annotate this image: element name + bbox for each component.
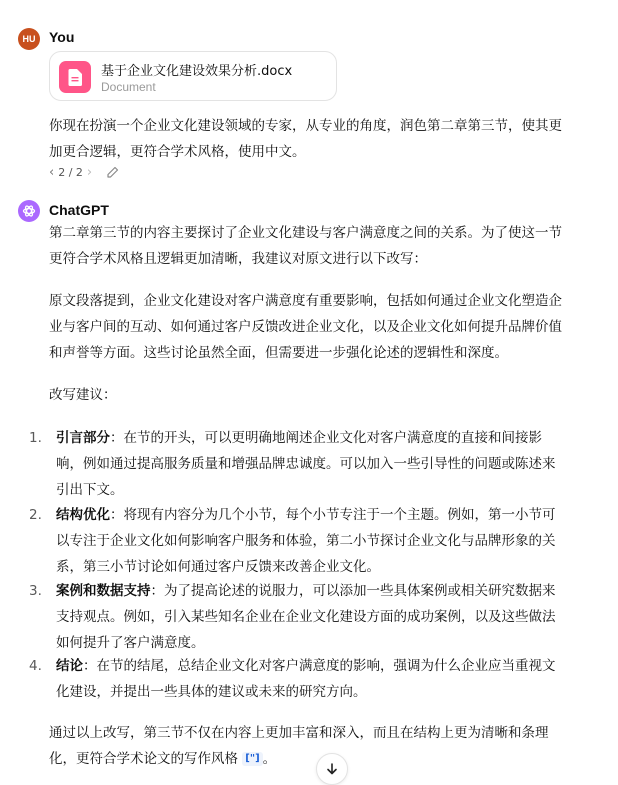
list-item-first-line [56, 578, 556, 604]
message-line-with-citation [49, 746, 549, 772]
list-item [56, 502, 556, 580]
message-line: 系，第三小节讨论如何通过客户反馈来改善企业文化。 [56, 559, 380, 575]
closing-text: 化，更符合学术论文的写作风格 [49, 751, 238, 767]
list-item-first-line [56, 653, 556, 679]
list-item [56, 653, 556, 705]
assistant-name: ChatGPT [49, 202, 109, 218]
message-line: 和声誉等方面。这些讨论虽然全面，但需要进一步强化论述的逻辑性和深度。 [49, 345, 508, 361]
message-line: 业与客户间的互动、如何通过客户反馈改进企业文化，以及企业文化如何提升品牌价值 [49, 319, 562, 335]
assistant-intro [49, 220, 562, 272]
closing-period: 。 [262, 751, 277, 767]
message-line: 第二章第三节的内容主要探讨了企业文化建设与客户满意度之间的关系。为了使这一节 [49, 225, 562, 241]
edit-icon[interactable] [106, 166, 119, 179]
list-item-first-line [56, 502, 556, 528]
list-item-title: 结论 [56, 658, 83, 674]
scroll-down-button[interactable] [316, 753, 348, 785]
message-line: 原文段落提到，企业文化建设对客户满意度有重要影响，包括如何通过企业文化塑造企 [49, 293, 562, 309]
list-number: 4. [29, 658, 42, 674]
message-line: 以专注于企业文化如何影响客户服务和体验，第二小节探讨企业文化与品牌形象的关 [56, 533, 556, 549]
message-line: 加更合逻辑，更符合学术风格，使用中文。 [49, 144, 306, 160]
response-pager [49, 165, 119, 180]
file-attachment[interactable] [49, 51, 337, 101]
arrow-down-icon [325, 762, 339, 776]
list-item-title: 引言部分 [56, 430, 110, 446]
next-response-button[interactable]: › [86, 165, 93, 180]
message-line: 通过以上改写，第三节不仅在内容上更加丰富和深入，而且在结构上更为清晰和条理 [49, 725, 549, 741]
list-item-text: ：为了提高论述的说服力，可以添加一些具体案例或相关研究数据来 [150, 583, 556, 599]
user-message [49, 113, 562, 165]
prev-response-button[interactable]: ‹ [49, 165, 55, 180]
list-number: 1. [29, 430, 42, 446]
list-number: 3. [29, 583, 42, 599]
list-item [56, 425, 556, 503]
list-item-title: 案例和数据支持 [56, 583, 151, 599]
message-line: 如何提升了客户满意度。 [56, 635, 205, 651]
list-item [56, 578, 556, 656]
citation-marker[interactable]: ["] [242, 752, 262, 766]
list-item-first-line [56, 425, 556, 451]
chatgpt-avatar [18, 200, 40, 222]
list-item-text: ：将现有内容分为几个小节，每个小节专注于一个主题。例如，第一小节可 [110, 507, 556, 523]
message-line: 响，例如通过提高服务质量和增强品牌忠诚度。可以加入一些引导性的问题或陈述来 [56, 456, 556, 472]
message-line: 支持观点。例如，引入某些知名企业在企业文化建设方面的成功案例，以及这些做法 [56, 609, 556, 625]
assistant-paragraph [49, 288, 562, 366]
list-item-text: ：在节的结尾，总结企业文化对客户满意度的影响，强调为什么企业应当重视文 [83, 658, 556, 674]
user-name: You [49, 29, 75, 45]
document-icon [59, 61, 91, 93]
file-type: Document [101, 80, 156, 94]
assistant-closing [49, 720, 549, 772]
list-item-text: ：在节的开头，可以更明确地阐述企业文化对客户满意度的直接和间接影 [110, 430, 542, 446]
openai-logo-icon [22, 204, 36, 218]
message-line: 更符合学术风格且逻辑更加清晰，我建议对原文进行以下改写： [49, 251, 427, 267]
list-item-title: 结构优化 [56, 507, 110, 523]
list-number: 2. [29, 507, 42, 523]
message-line: 引出下文。 [56, 482, 124, 498]
file-name: 基于企业文化建设效果分析.docx [101, 64, 293, 79]
user-avatar: HU [18, 28, 40, 50]
suggestion-heading: 改写建议： [49, 387, 117, 403]
message-line: 你现在扮演一个企业文化建设领域的专家，从专业的角度，润色第二章第三节，使其更 [49, 118, 562, 134]
pager-label: 2 / 2 [58, 166, 83, 179]
message-line: 化建设，并提出一些具体的建议或未来的研究方向。 [56, 684, 367, 700]
